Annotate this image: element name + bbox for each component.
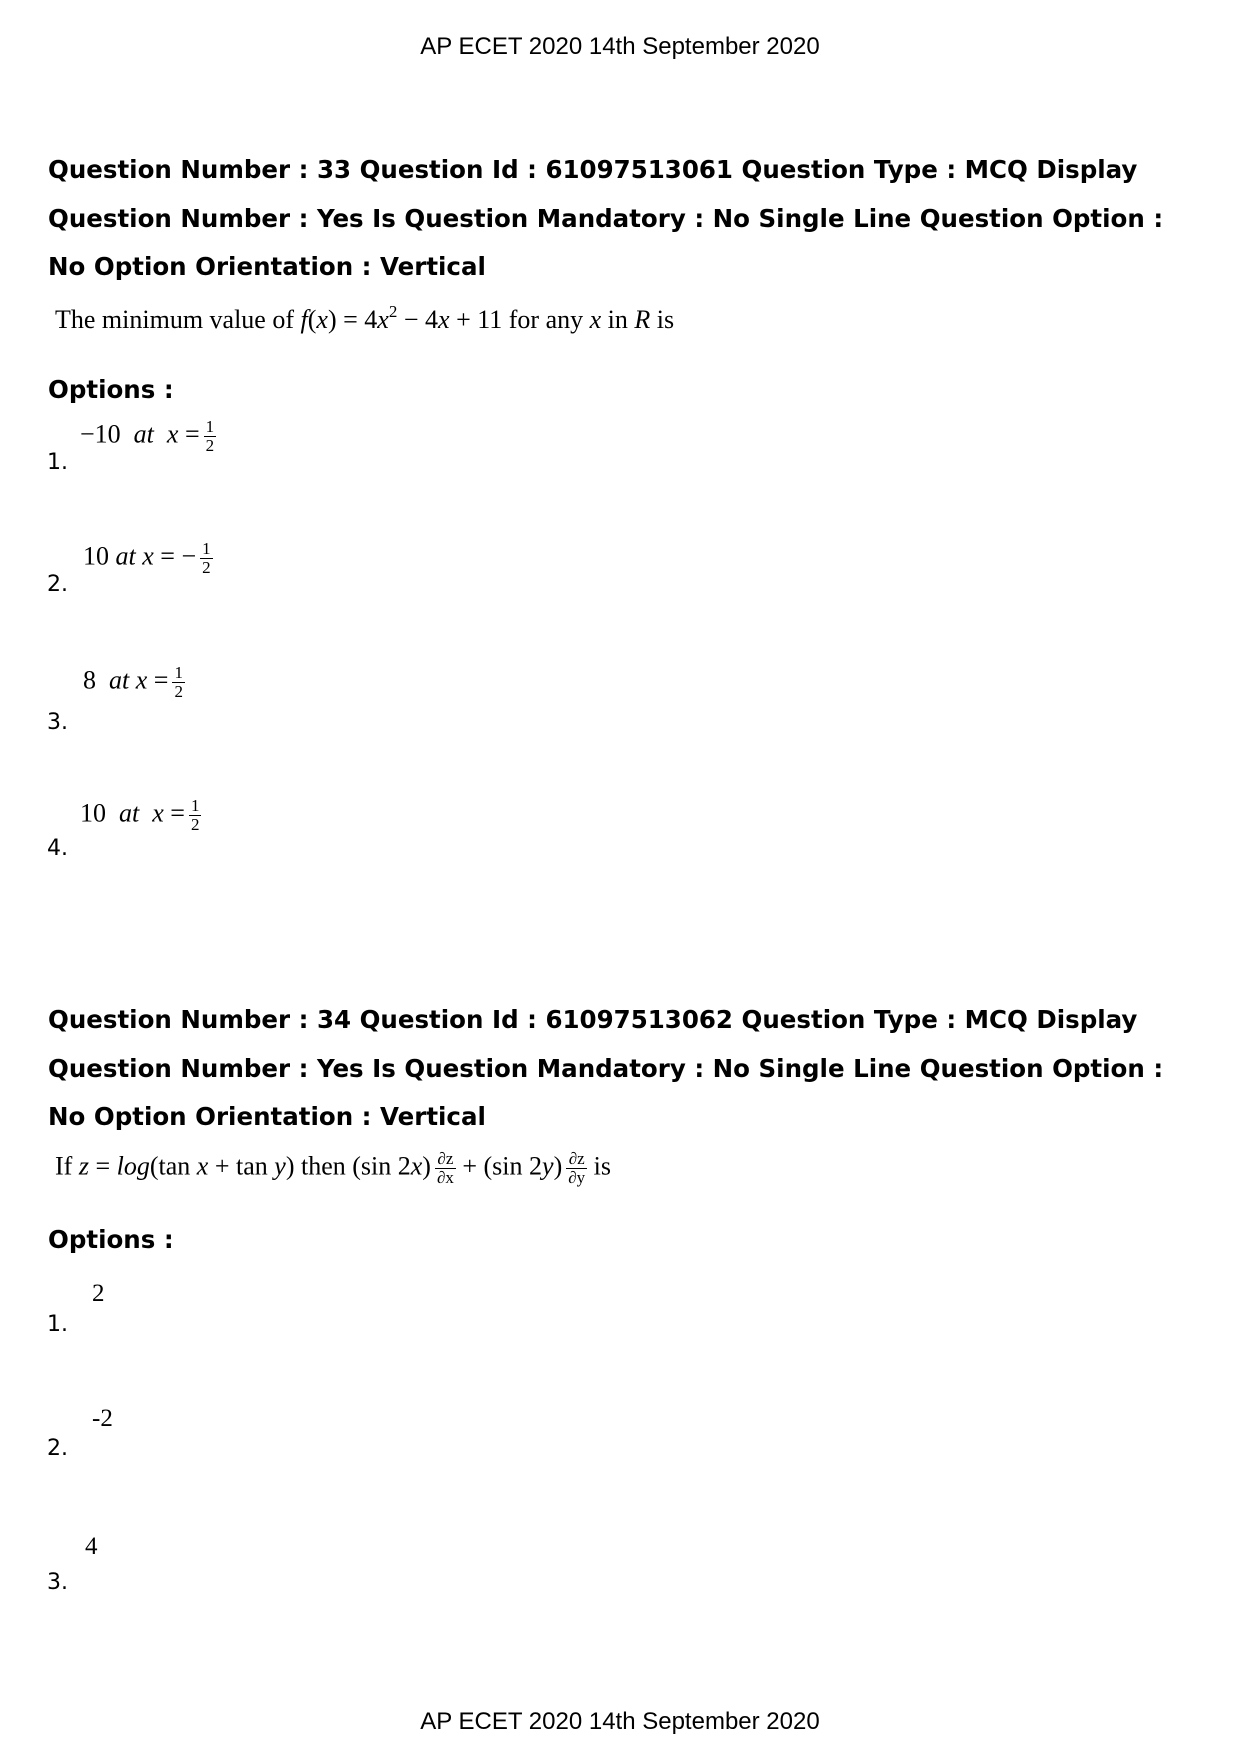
q34-option-2[interactable]: -2 xyxy=(92,1405,113,1432)
q34-option-3[interactable]: 4 xyxy=(85,1533,98,1560)
q33-option-1[interactable]: −10 at x = $\frac{1}{2}$ xyxy=(80,417,215,455)
q34-option-1-number: 1. xyxy=(47,1312,68,1337)
fraction: $\frac{1}{2}$ xyxy=(205,417,215,455)
question-33-meta: Question Number : 33 Question Id : 61097513061 Question Type : MCQ Display Question Number : Yes Is Question Mandatory : No Single Line Question Option : No Option Orientation : Vertical xyxy=(48,155,1164,281)
question-34-meta: Question Number : 34 Question Id : 61097513062 Question Type : MCQ Display Question Number : Yes Is Question Mandatory : No Single Line Question Option : No Option Orientation : Vertical xyxy=(48,1005,1164,1131)
q33-option-3[interactable]: 8 at x = $\frac{1}{2}$ xyxy=(83,663,183,701)
q33-option-3-number: 3. xyxy=(47,710,68,735)
options-label-q34: Options : xyxy=(48,1225,174,1254)
running-header: AP ECET 2020 14th September 2020 xyxy=(420,33,820,60)
q33-option-4[interactable]: 10 at x = $\frac{1}{2}$ xyxy=(80,796,200,834)
options-label-q33: Options : xyxy=(48,375,174,404)
fraction: $\frac{1}{2}$ xyxy=(202,539,211,577)
q33-option-2-number: 2. xyxy=(47,572,68,597)
question-34-stem: If z = log(tan x + tan y) then (sin 2x) $\frac{\partial z}{\partial x}$ + (sin 2y) $\frac{\partial z}{\partial y}$ is xyxy=(55,1149,611,1187)
q33-option-4-number: 4. xyxy=(47,836,68,861)
q34-option-1[interactable]: 2 xyxy=(92,1280,105,1307)
fraction: $\frac{1}{2}$ xyxy=(190,796,200,834)
running-footer: AP ECET 2020 14th September 2020 xyxy=(420,1708,820,1735)
partial-fraction-dz-dy: $\frac{\partial z}{\partial y}$ xyxy=(568,1149,586,1187)
partial-fraction-dz-dx: $\frac{\partial z}{\partial x}$ xyxy=(436,1149,454,1187)
q33-option-1-number: 1. xyxy=(47,450,68,475)
q34-option-2-number: 2. xyxy=(47,1436,68,1461)
question-33-stem: The minimum value of $f(x) = 4x^2 - 4x + 11$ for any x in R is xyxy=(55,302,675,334)
q33-option-2[interactable]: 10 at x = − $\frac{1}{2}$ xyxy=(83,539,211,577)
fraction: $\frac{1}{2}$ xyxy=(174,663,183,701)
q34-option-3-number: 3. xyxy=(47,1570,68,1595)
